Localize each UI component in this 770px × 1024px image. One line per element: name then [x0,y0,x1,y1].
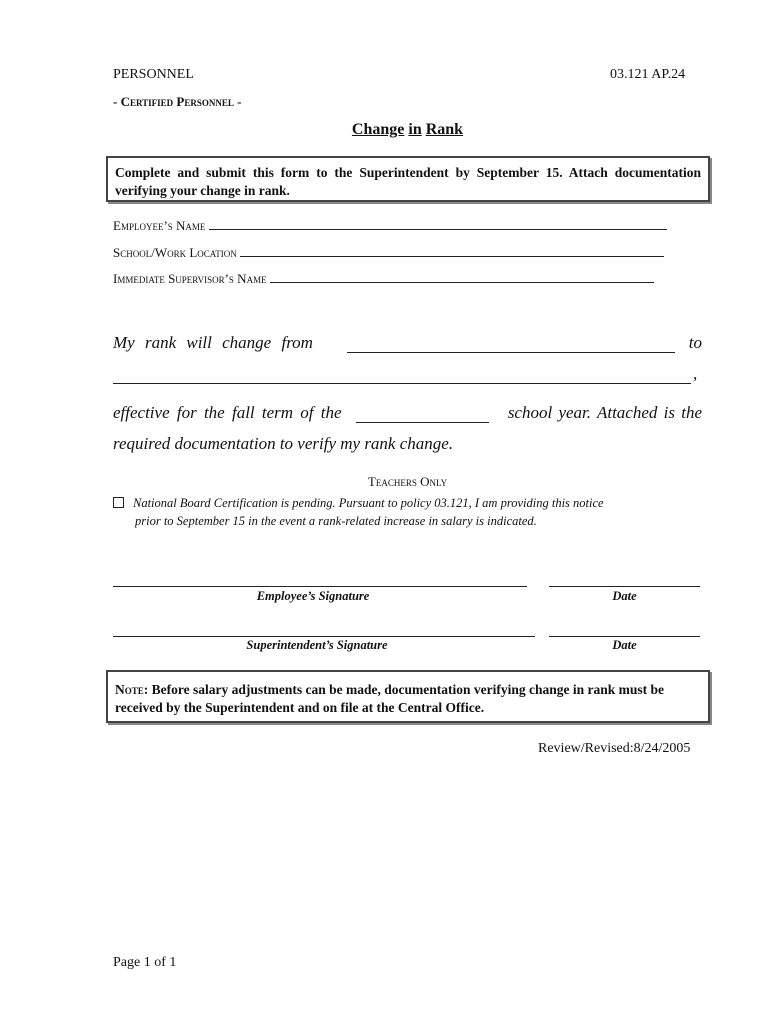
statement-line-1 [113,333,702,357]
date-label-1: Date [612,589,637,603]
date-line-2[interactable] [549,636,700,637]
superintendent-signature-line[interactable] [113,636,535,637]
to-rank-line[interactable] [113,367,691,384]
checkbox-icon[interactable] [113,497,124,508]
section-label: PERSONNEL [113,67,194,82]
superintendent-signature-label: Superintendent’s Signature [246,638,388,652]
title-word-change: Change [351,121,405,138]
supervisor-field[interactable] [113,270,654,287]
date-line-1[interactable] [549,586,700,587]
supervisor-label: Immediate Supervisor’s Name [113,271,267,286]
note-text: : Before salary adjustments can be made, documentation verifying change in rank must be received by the Superintendent and on file at the Central Office. [115,682,665,715]
title-word-rank: Rank [425,121,464,138]
statement-line-3 [113,403,702,427]
statement-attached-text: school year. Attached is the [507,403,702,422]
subsection-label: - Certified Personnel - [113,94,242,109]
from-rank-line[interactable] [347,336,675,353]
instructions-text: Complete and submit this form to the Superintendent by September 15. Attach documentation verifying your change in rank. [115,165,701,198]
employee-name-label: Employee’s Name [113,218,206,233]
statement-to-text: to [688,333,702,352]
title-word-in: in [408,121,422,138]
supervisor-input-line[interactable] [270,270,654,283]
employee-signature-label: Employee’s Signature [256,589,370,603]
employee-name-field[interactable] [113,217,667,234]
date-label-2: Date [612,638,637,652]
nbc-text-1: National Board Certification is pending. Pursuant to policy 03.121, I am providing this notice [133,496,604,510]
location-field[interactable] [113,244,664,261]
location-input-line[interactable] [240,244,664,257]
instructions-box [106,156,710,202]
statement-comma: , [693,364,698,383]
statement-effective-text: effective for the fall term of the [113,403,342,422]
page-title [0,121,770,139]
note-box [106,670,710,723]
revised-date: Review/Revised:8/24/2005 [538,741,691,756]
page-number: Page 1 of 1 [113,955,177,970]
employee-signature-line[interactable] [113,586,527,587]
policy-code: 03.121 AP.24 [610,67,686,82]
nbc-text-2: prior to September 15 in the event a rank-related increase in salary is indicated. [135,514,537,528]
location-label: School/Work Location [113,245,237,260]
statement-from-text: My rank will change from [113,333,313,352]
school-year-line[interactable] [356,406,489,423]
statement-line-4: required documentation to verify my rank change. [113,434,454,453]
nbc-checkbox[interactable] [113,495,124,513]
statement-line-2 [113,364,702,388]
employee-name-input-line[interactable] [209,217,667,230]
teachers-only-heading: Teachers Only [367,474,448,489]
note-label: Note [115,682,144,697]
